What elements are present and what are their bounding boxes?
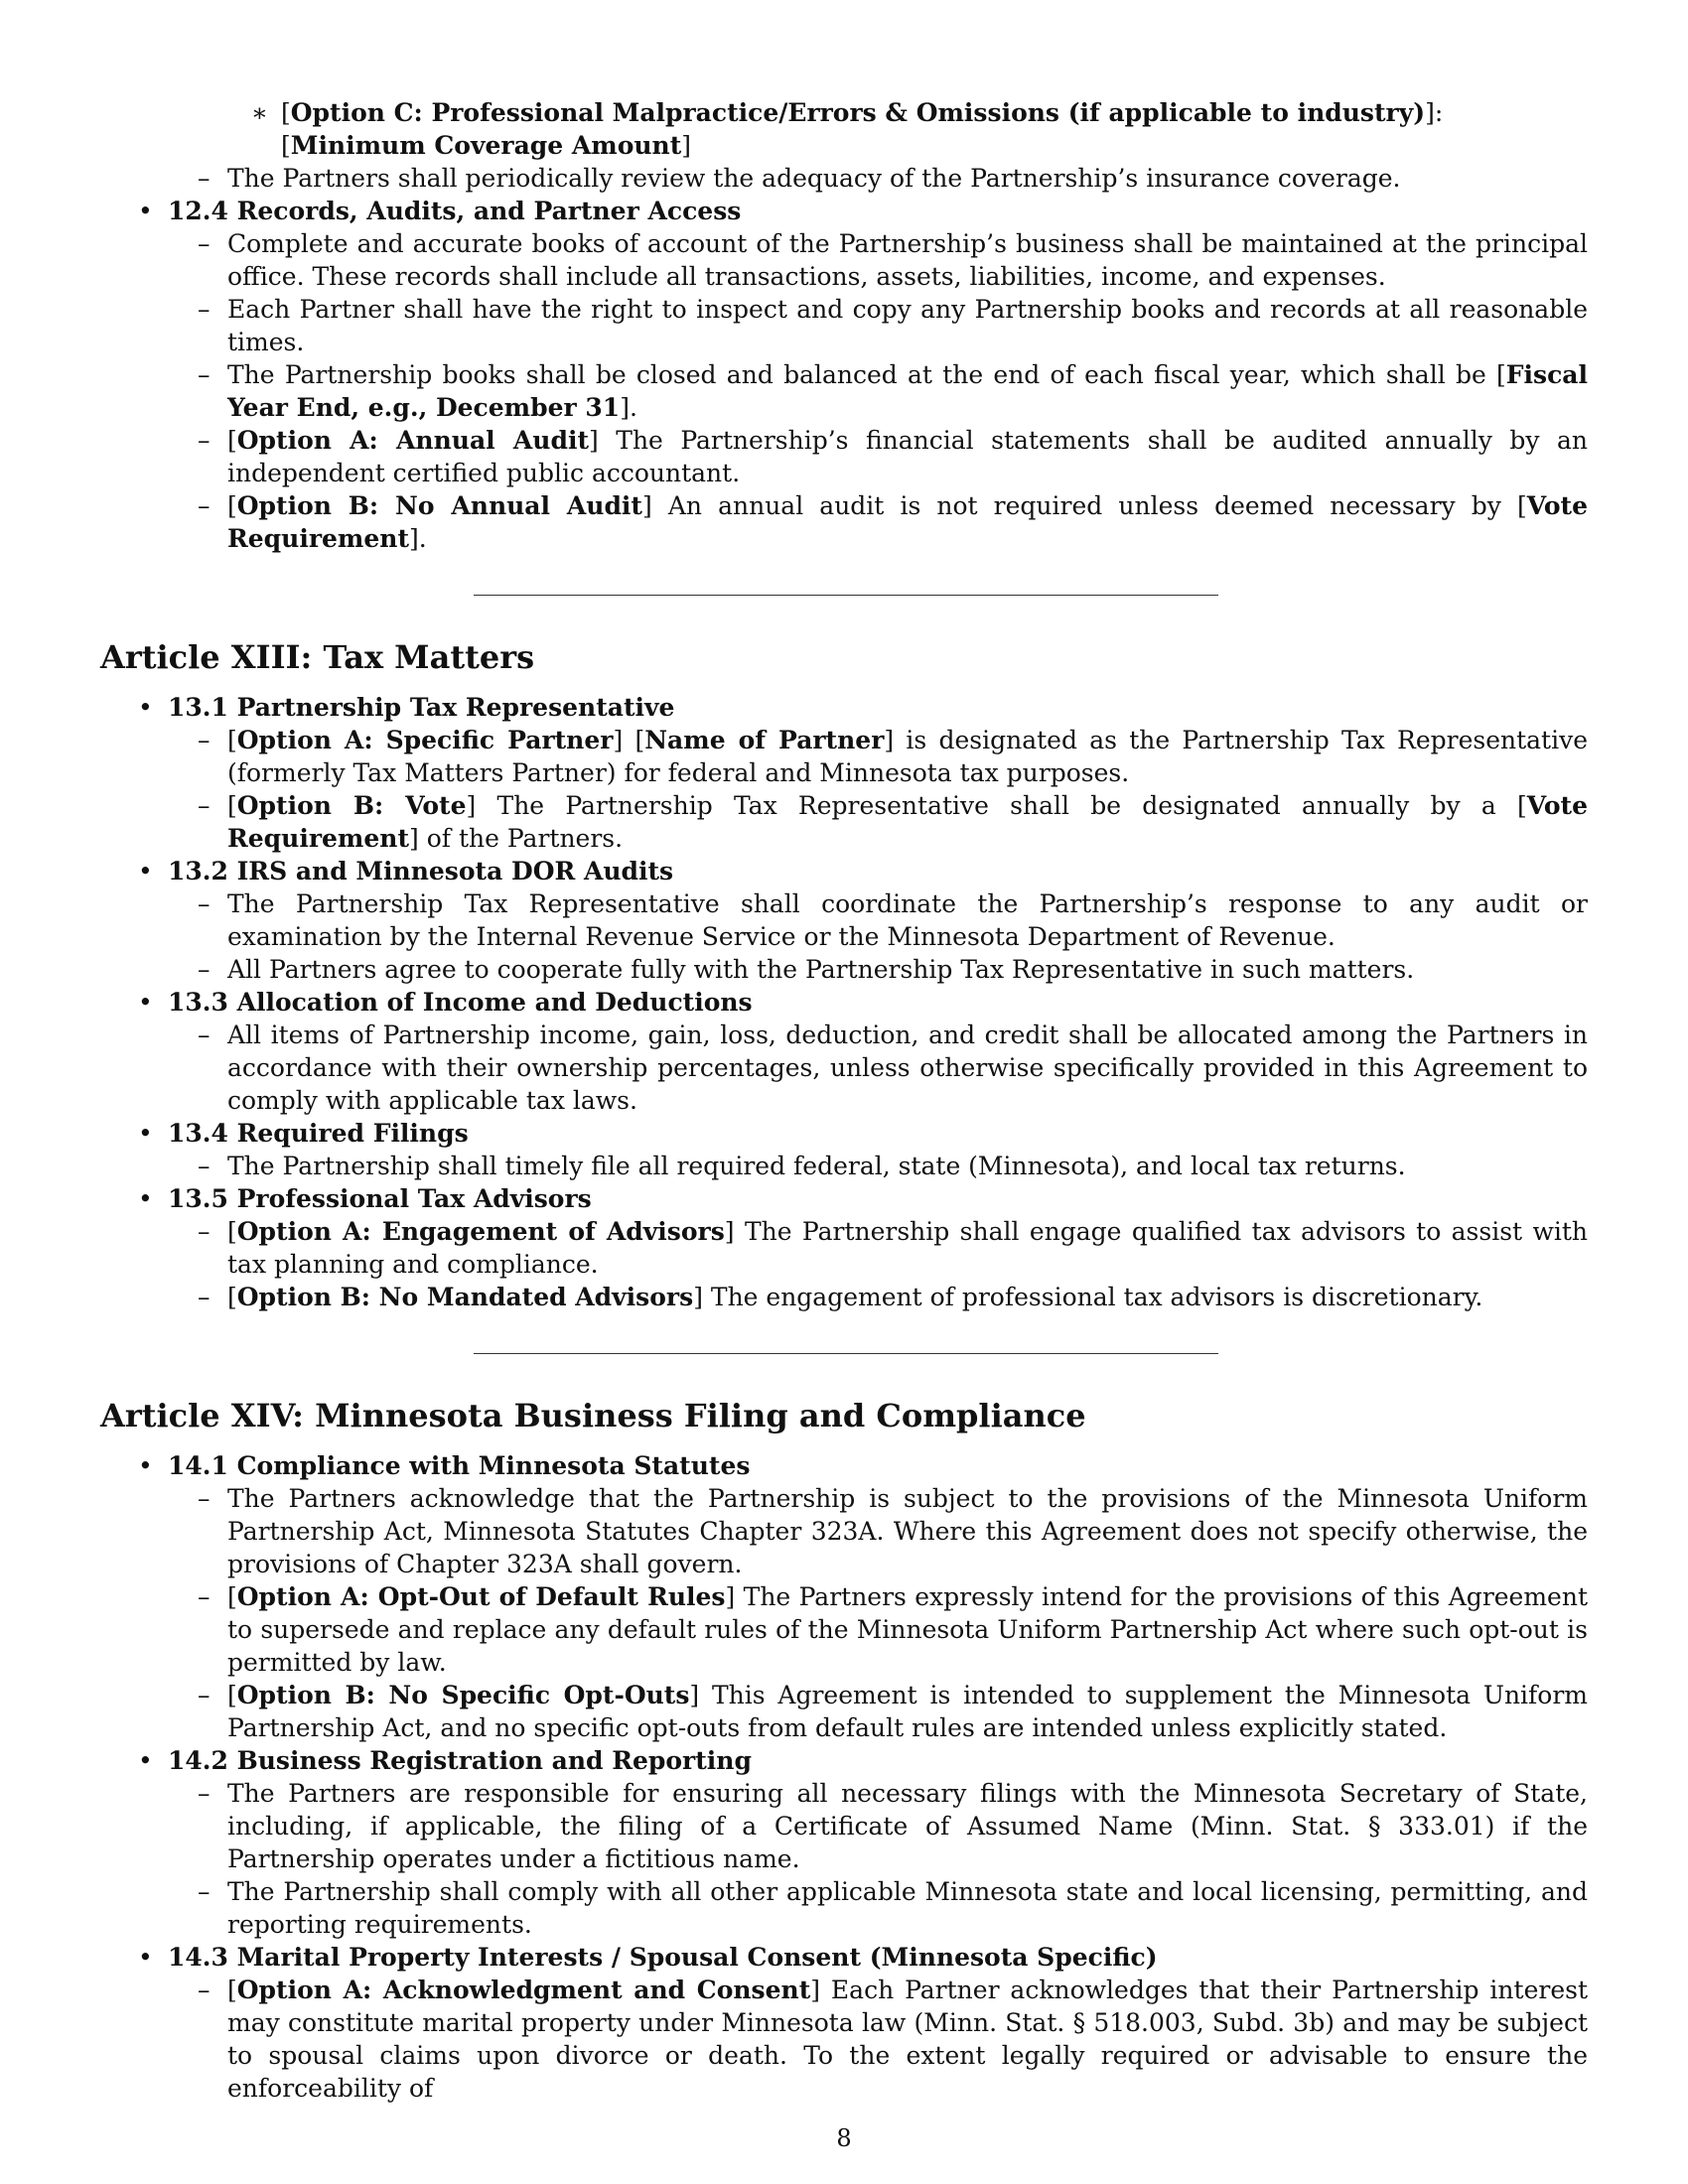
dash-icon: – (198, 1582, 211, 1611)
item-text: The Partnership books shall be closed and balanced at the end of each fiscal year, which shall be (227, 360, 1486, 389)
dash-icon: – (198, 1283, 211, 1311)
dash-icon: – (198, 1152, 211, 1180)
dash-icon: – (198, 1021, 211, 1049)
option-label: Option A: Opt-Out of Default Rules (236, 1582, 726, 1611)
section-14-2 (100, 1744, 1590, 1941)
item-text: All items of Partnership income, gain, loss, deduction, and credit shall be allocated among the Partners in accordance with their ownership percentages, unless otherwise specifically provided in this Agreement to comply with applicable tax laws. (227, 1021, 1588, 1115)
bullet-icon: • (138, 1746, 153, 1775)
document-body (100, 96, 1590, 2105)
item-text: The Partners acknowledge that the Partnership is subject to the provisions of the Minnesota Uniform Partnership Act, Minnesota Statutes Chapter 323A. Where this Agreement does not specify otherwise, the provisions of Chapter 323A shall govern. (227, 1484, 1588, 1578)
list-item: – [Option A: Acknowledgment and Consent] Each Partner acknowledges that their Partnership interest may constitute marital property under Minnesota law (Minn. Stat. § 518.003, Subd. 3b) and may be subject to spousal claims upon divorce or death. To the extent legally required or advisable to ensure the enforceability of (198, 1976, 1588, 2103)
option-label: Option A: Engagement of Advisors (236, 1217, 725, 1246)
section-title: 13.2 IRS and Minnesota DOR Audits (168, 857, 674, 886)
option-label: Option A: Acknowledgment and Consent (236, 1976, 811, 2004)
item-text: Complete and accurate books of account of the Partnership’s business shall be maintained at the principal office. These records shall include all transactions, assets, liabilities, income, and expenses. (227, 229, 1588, 291)
bullet-icon: • (138, 857, 153, 886)
page-number: 8 (836, 2124, 852, 2152)
dash-icon: – (198, 491, 211, 520)
list-item (100, 162, 1588, 195)
list-item (168, 1777, 1588, 1875)
list-item (168, 953, 1588, 986)
placeholder-field: Name of Partner (644, 726, 885, 754)
bullet-icon: • (138, 1943, 153, 1972)
section-title: 14.3 Marital Property Interests / Spousal Consent (Minnesota Specific) (168, 1943, 1158, 1972)
item-text: Each Partner acknowledges that their Partnership interest may constitute marital property under Minnesota law (Minn. Stat. § 518.003, Subd. 3b) and may be subject to spousal claims upon divorce or death. To the extent legally required or advisable to ensure the enforceability of (227, 1976, 1588, 2103)
insurance-option-c (251, 96, 1590, 162)
item-text: The Partnership shall engage qualified tax advisors to assist with tax planning and compliance. (227, 1217, 1588, 1279)
dash-icon: – (198, 229, 211, 258)
dash-icon: – (198, 1681, 211, 1709)
option-label: Option B: No Mandated Advisors (236, 1283, 694, 1311)
option-label: Option C: Professional Malpractice/Errors & Omissions (if applicable to industry) (290, 98, 1426, 127)
list-item (168, 1019, 1588, 1117)
asterisk-icon: ∗ (251, 98, 268, 127)
list-item: – [Option B: No Specific Opt-Outs] This Agreement is intended to supplement the Minnesota Uniform Partnership Act, and no specific opt-outs from default rules are intended unless explicitly stated. (198, 1681, 1589, 1742)
section-title: 13.3 Allocation of Income and Deductions (168, 988, 753, 1017)
list-item (168, 1150, 1588, 1182)
item-text: is designated as the Partnership Tax Representative (formerly Tax Matters Partner) for federal and Minnesota tax purposes. (227, 726, 1589, 787)
section-title: 13.5 Professional Tax Advisors (168, 1184, 592, 1213)
list-item: – [Option A: Opt-Out of Default Rules] The Partners expressly intend for the provisions of this Agreement to supersede and replace any default rules of the Minnesota Uniform Partnership Act where such opt-out is permitted by law. (198, 1582, 1589, 1677)
article-14-heading: Article XIV: Minnesota Business Filing and Compliance (100, 1397, 1086, 1434)
placeholder-field: Fiscal Year End, e.g., December 31 (227, 360, 1588, 422)
dash-icon: – (198, 295, 211, 324)
section-13-4 (100, 1117, 1590, 1182)
section-13-5 (100, 1182, 1590, 1313)
section-title: 13.1 Partnership Tax Representative (168, 693, 675, 722)
bullet-icon: • (138, 197, 153, 225)
list-item (168, 227, 1588, 293)
item-text: Each Partner shall have the right to inspect and copy any Partnership books and records at all reasonable times. (227, 295, 1588, 356)
bullet-icon: • (138, 693, 153, 722)
list-item (168, 1875, 1588, 1941)
bullet-icon: • (138, 1451, 153, 1480)
placeholder-field: Vote Requirement (227, 491, 1588, 553)
item-text: An annual audit is not required unless deemed necessary by (667, 491, 1501, 520)
section-title: 12.4 Records, Audits, and Partner Access (168, 197, 742, 225)
bullet-icon: • (138, 1119, 153, 1148)
insurance-review-text: The Partners shall periodically review the adequacy of the Partnership’s insurance coverage. (227, 164, 1401, 193)
divider (474, 1353, 1218, 1354)
item-text: The Partnership Tax Representative shall coordinate the Partnership’s response to any audit or examination by the Internal Revenue Service or the Minnesota Department of Revenue. (227, 889, 1588, 951)
list-item (168, 293, 1588, 358)
item-text: of the Partners. (426, 824, 624, 853)
bullet-icon: • (138, 1184, 153, 1213)
section-13-2 (100, 855, 1590, 986)
section-title: 14.1 Compliance with Minnesota Statutes (168, 1451, 751, 1480)
option-amount: Minimum Coverage Amount (290, 131, 682, 160)
item-text: The Partners expressly intend for the provisions of this Agreement to supersede and replace any default rules of the Minnesota Uniform Partnership Act where such opt-out is permitted by law. (227, 1582, 1589, 1677)
dash-icon: – (198, 955, 211, 984)
dash-icon: – (198, 1877, 211, 1906)
list-item: – [Option B: No Mandated Advisors] The engagement of professional tax advisors is discretionary. (198, 1283, 1483, 1311)
list-item: – The Partnership books shall be closed and balanced at the end of each fiscal year, which shall be [Fiscal Year End, e.g., December 31]. (198, 360, 1588, 422)
option-label: Option A: Specific Partner (236, 726, 614, 754)
list-item (168, 887, 1588, 953)
item-text: This Agreement is intended to supplement the Minnesota Uniform Partnership Act, and no specific opt-outs from default rules are intended unless explicitly stated. (227, 1681, 1589, 1742)
section-list-13 (100, 691, 1590, 1313)
list-item (168, 1482, 1588, 1580)
placeholder-field: Vote Requirement (227, 791, 1588, 853)
item-text: The Partnership’s financial statements shall be audited annually by an independent certified public accountant. (227, 426, 1589, 487)
option-label: Option B: No Specific Opt-Outs (236, 1681, 690, 1709)
list-item: – [Option A: Annual Audit] The Partnership’s financial statements shall be audited annually by an independent certified public accountant. (198, 426, 1589, 487)
list-item: – [Option B: Vote] The Partnership Tax Representative shall be designated annually by a [Vote Requirement] of the Partners. (198, 791, 1588, 853)
bullet-icon: • (138, 988, 153, 1017)
list-item: – [Option A: Engagement of Advisors] The Partnership shall engage qualified tax advisors to assist with tax planning and compliance. (198, 1217, 1588, 1279)
item-text: The Partnership shall timely file all required federal, state (Minnesota), and local tax returns. (227, 1152, 1406, 1180)
section-13-3 (100, 986, 1590, 1117)
item-text: All Partners agree to cooperate fully with the Partnership Tax Representative in such matters. (227, 955, 1415, 984)
item-text: The Partnership shall comply with all other applicable Minnesota state and local licensing, permitting, and reporting requirements. (227, 1877, 1588, 1939)
option-label: Option A: Annual Audit (236, 426, 590, 455)
dash-icon: – (198, 360, 211, 389)
dash-icon: – (198, 164, 211, 193)
option-label: Option B: No Annual Audit (236, 491, 642, 520)
option-label: Option B: Vote (236, 791, 467, 820)
section-list-12 (100, 195, 1590, 555)
dash-icon: – (198, 791, 211, 820)
dash-icon: – (198, 1217, 211, 1246)
divider (474, 595, 1218, 596)
dash-icon: – (198, 426, 211, 455)
list-item: ∗ [Option C: Professional Malpractice/Errors & Omissions (if applicable to industry)]: [Minimum Coverage Amount] (251, 98, 1444, 160)
section-14-3 (100, 1941, 1590, 2105)
dash-icon: – (198, 1779, 211, 1808)
item-text: The engagement of professional tax advisors is discretionary. (710, 1283, 1483, 1311)
item-text: The Partners are responsible for ensuring all necessary filings with the Minnesota Secretary of State, including, if applicable, the filing of a Certificate of Assumed Name (Minn. Stat. § 333.01) if the Partnership operates under a fictitious name. (227, 1779, 1588, 1873)
section-title: 13.4 Required Filings (168, 1119, 469, 1148)
dash-icon: – (198, 1976, 211, 2004)
section-list-14 (100, 1449, 1590, 2105)
item-text: The Partnership Tax Representative shall be designated annually by a (496, 791, 1496, 820)
section-12-4 (100, 195, 1590, 555)
dash-icon: – (198, 726, 211, 754)
list-item: – [Option A: Specific Partner] [Name of Partner] is designated as the Partnership Tax Representative (formerly Tax Matters Partner) for federal and Minnesota tax purposes. (198, 726, 1589, 787)
section-title: 14.2 Business Registration and Reporting (168, 1746, 752, 1775)
section-14-1 (100, 1449, 1590, 1744)
list-item: – [Option B: No Annual Audit] An annual audit is not required unless deemed necessary by [Vote Requirement]. (198, 491, 1588, 553)
dash-icon: – (198, 1484, 211, 1513)
section-13-1 (100, 691, 1590, 855)
article-13-heading: Article XIII: Tax Matters (100, 638, 535, 676)
dash-icon: – (198, 889, 211, 918)
